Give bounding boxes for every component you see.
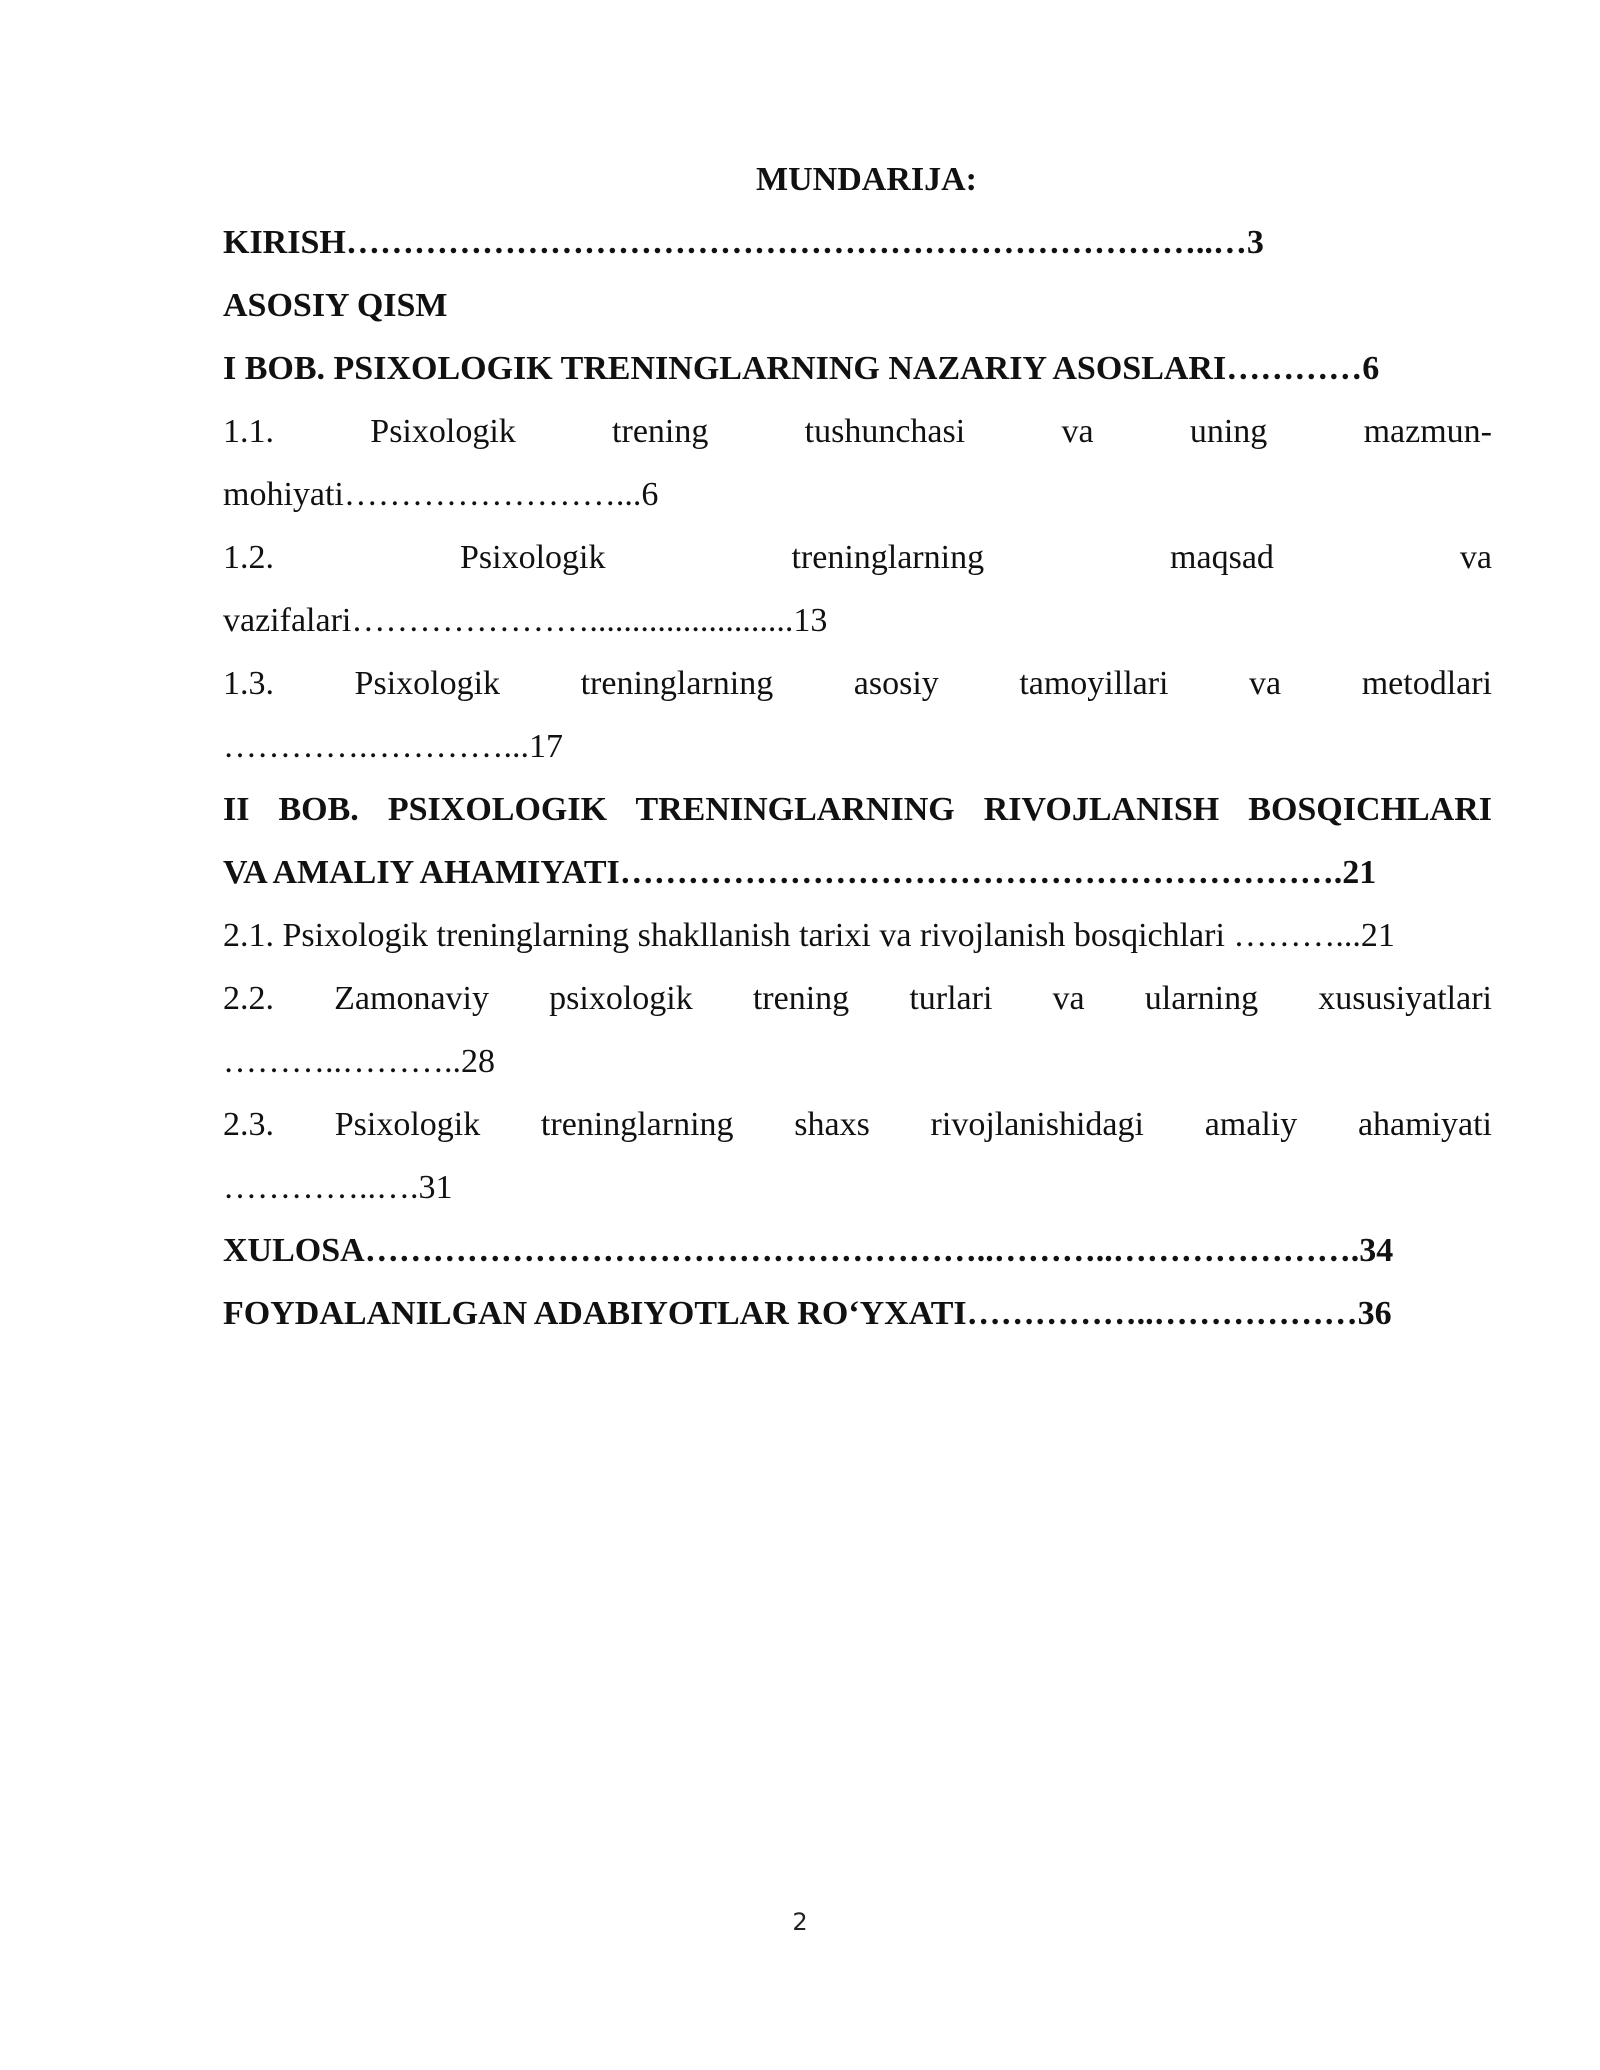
toc-entry-2-2-continuation: ………..………..28	[223, 1043, 495, 1080]
toc-entry-adabiyotlar: FOYDALANILGAN ADABIYOTLAR RO‘YXATI……………..………………36	[223, 1295, 1392, 1332]
toc-entry-1-2: 1.2. Psixologik treninglarning maqsad va	[223, 539, 1492, 576]
table-of-contents	[223, 148, 1492, 1345]
toc-entry-2-1: 2.1. Psixologik treninglarning shakllanish tarixi va rivojlanish bosqichlari ………...21	[223, 917, 1395, 954]
toc-heading-asosiy-qism: ASOSIY QISM	[223, 287, 448, 324]
page-number: 2	[792, 1908, 808, 1936]
toc-entry-2-3-continuation: …………..….31	[223, 1169, 453, 1206]
toc-entry-1-3-continuation: ………….…………...17	[223, 728, 563, 765]
toc-entry-xulosa: XULOSA………………………………………………..………..………………….34	[223, 1232, 1394, 1269]
toc-entry-2-2: 2.2. Zamonaviy psixologik trening turlari va ularning xususiyatlari	[223, 980, 1492, 1017]
toc-chapter-2: II BOB. PSIXOLOGIK TRENINGLARNING RIVOJLANISH BOSQICHLARI	[223, 791, 1492, 828]
toc-chapter-1: I BOB. PSIXOLOGIK TRENINGLARNING NAZARIY ASOSLARI…………6	[223, 350, 1380, 387]
toc-entry-1-1-continuation: mohiyati……………………...6	[223, 476, 659, 513]
toc-chapter-2-continuation: VA AMALIY AHAMIYATI……………………………………………………….21	[223, 854, 1377, 891]
toc-entry-kirish: KIRISH…………………………………………………………………..…3	[223, 224, 1264, 261]
toc-title: MUNDARIJA:	[756, 161, 977, 198]
toc-entry-2-3: 2.3. Psixologik treninglarning shaxs rivojlanishidagi amaliy ahamiyati	[223, 1106, 1492, 1143]
toc-entry-1-1: 1.1. Psixologik trening tushunchasi va uning mazmun-	[223, 413, 1492, 450]
toc-entry-1-3: 1.3. Psixologik treninglarning asosiy tamoyillari va metodlari	[223, 665, 1492, 702]
toc-entry-1-2-continuation: vazifalari…………………........................13	[223, 602, 828, 639]
